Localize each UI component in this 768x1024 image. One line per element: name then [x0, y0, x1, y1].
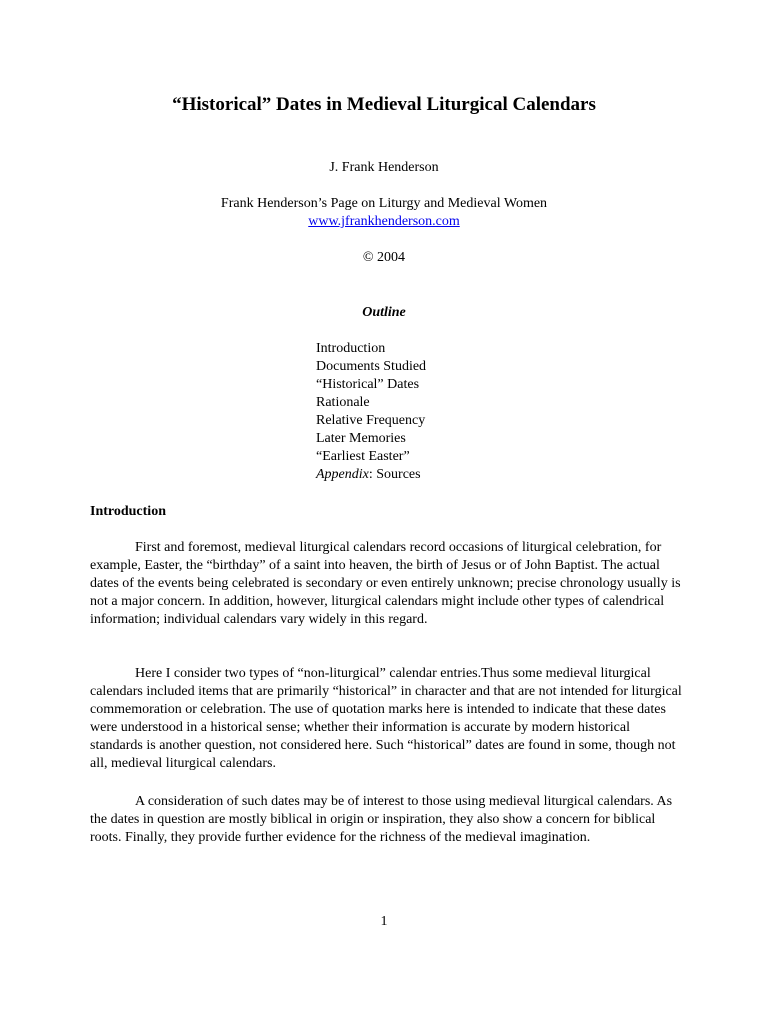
outline-item-documents-studied: Documents Studied [316, 359, 427, 374]
page-number: 1 [380, 914, 388, 929]
outline-item-relative-frequency: Relative Frequency [316, 413, 426, 428]
introduction-paragraph: Here I consider two types of “non-liturgical” calendar entries.Thus some medieval liturgical calendars included items that are primarily “historical” in character and that are not intended for liturgical commemoration or celebration. The use of quotation marks here is intended to indicate that these dates were understood in a historical sense; whether their information is accurate by modern historical standards is another question, not considered here. Such “historical” dates are found in some, though not all, medieval liturgical calendars. [90, 666, 682, 771]
outline-item-introduction: Introduction [316, 341, 386, 356]
outline-item-appendix [316, 466, 426, 484]
outline-list [316, 340, 426, 484]
introduction-paragraph: First and foremost, medieval liturgical calendars record occasions of liturgical celebration, for example, Easter, the “birthday” of a saint into heaven, the birth of Jesus or of John Baptist. The actual dates of the events being celebrated is secondary or even entirely unknown; precise chronology usually is not a major concern. In addition, however, liturgical calendars might include other types of calendrical information; individual calendars vary widely in this regard. [90, 540, 681, 627]
appendix-rest: : Sources [368, 467, 421, 482]
site-name: Frank Henderson’s Page on Liturgy and Medieval Women [220, 196, 548, 211]
outline-item-historical-dates: “Historical” Dates [316, 377, 420, 392]
author-name: J. Frank Henderson [329, 160, 439, 175]
outline-item-later-memories: Later Memories [316, 431, 406, 446]
copyright-notice: © 2004 [362, 250, 406, 265]
document-title: “Historical” Dates in Medieval Liturgical Calendars [172, 94, 596, 115]
outline-item-rationale: Rationale [316, 395, 370, 410]
outline-heading: Outline [362, 305, 406, 320]
introduction-paragraph: A consideration of such dates may be of interest to those using medieval liturgical calendars. As the dates in question are mostly biblical in origin or inspiration, they also show a concern for biblical roots. Finally, they provide further evidence for the richness of the medieval imagination. [90, 794, 673, 845]
introduction-heading: Introduction [90, 504, 166, 519]
appendix-label: Appendix [316, 467, 369, 482]
site-url-link[interactable]: www.jfrankhenderson.com [308, 214, 460, 229]
site-url-line [0, 213, 768, 231]
outline-item-earliest-easter: “Earliest Easter” [316, 449, 410, 464]
